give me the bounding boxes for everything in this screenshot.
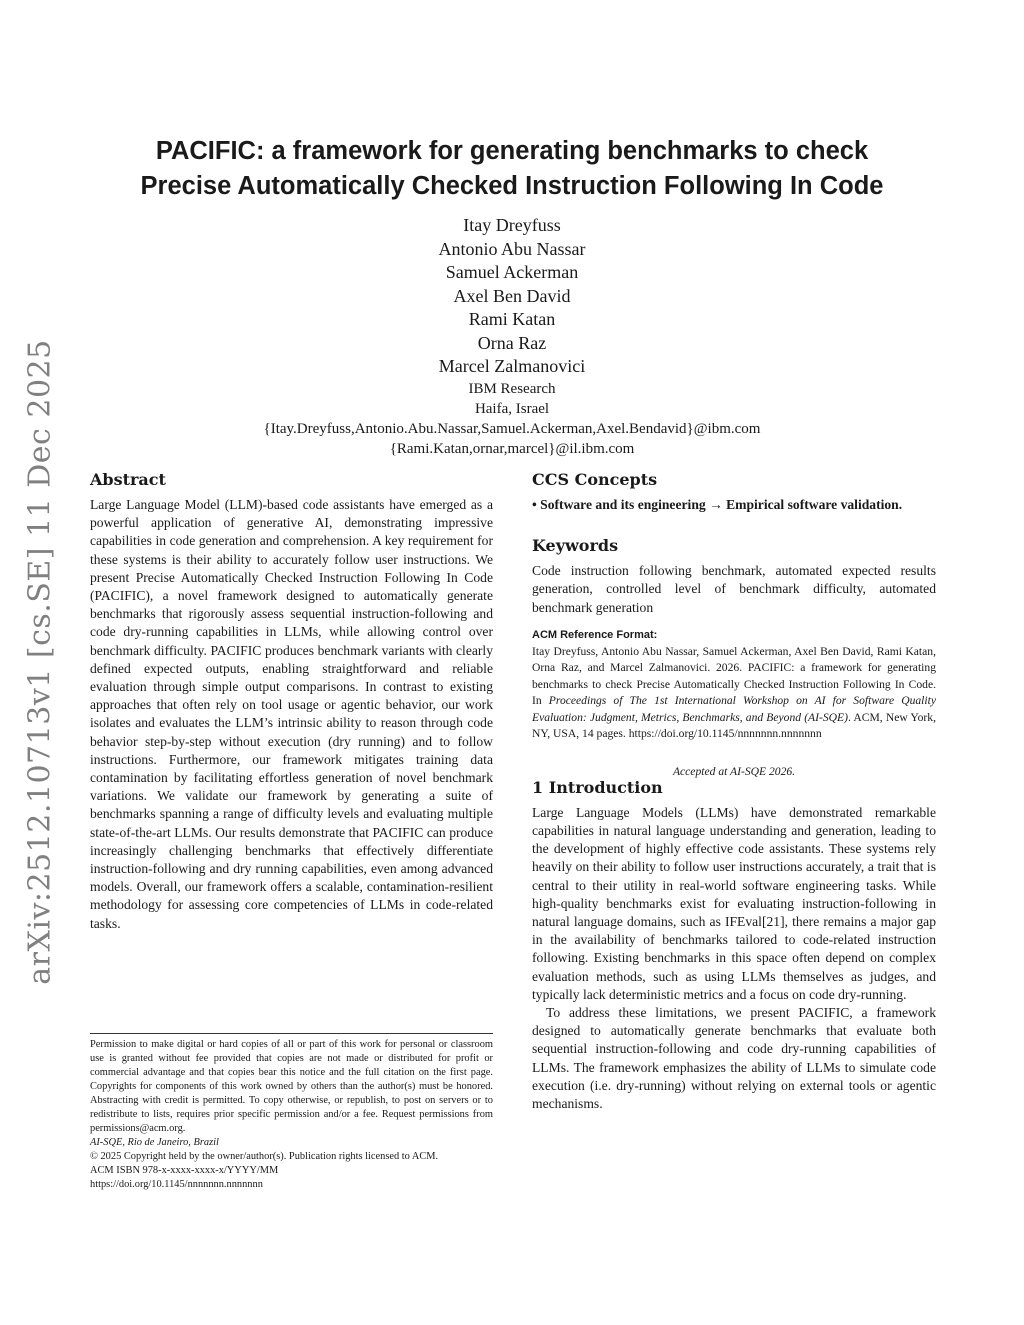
- acm-reference-authors-title: Itay Dreyfuss, Antonio Abu Nassar, Samuel Ackerman, Axel Ben David, Rami Katan, Orna Raz, and Marcel Zalmanovici. 2026. PACIFIC: a framework for generating benchmarks to check Precise Automatically Checked Instruction Following In Code. In: [532, 644, 936, 708]
- author-name: Marcel Zalmanovici: [438, 356, 586, 376]
- copyright-line: © 2025 Copyright held by the owner/author(s). Publication rights licensed to ACM.: [90, 1151, 439, 1162]
- acm-reference-text: [532, 644, 936, 743]
- ccs-concepts-heading: CCS Concepts: [532, 470, 658, 489]
- venue-line: AI-SQE, Rio de Janeiro, Brazil: [90, 1137, 219, 1148]
- title-line-2: Precise Automatically Checked Instruction Following In Code: [140, 172, 884, 200]
- author-name: Samuel Ackerman: [445, 262, 579, 282]
- permission-notice: Permission to make digital or hard copies of all or part of this work for personal or classroom use is granted without fee provided that copies are not made or distributed for profit or commercial advantage and that copies bear this notice and the full citation on the first page. Copyrights for components of this work owned by others than the author(s) must be honored. Abstracting with credit is permitted. To copy otherwise, or republish, to post on servers or to redistribute to lists, requires prior specific permission and/or a fee. Request permissions from permissions@acm.org.: [90, 1039, 493, 1134]
- introduction-heading: 1 Introduction: [532, 777, 663, 797]
- paper-title: [90, 134, 934, 204]
- introduction-paragraph-2: To address these limitations, we present PACIFIC, a framework designed to automatically generate benchmarks that evaluate both sequential instruction-following and code dry-running capabilities of LLMs. The framework emphasizes the ability of LLMs to simulate code execution (i.e. dry-running) without relying on external tools or agentic mechanisms.: [532, 1005, 936, 1112]
- accepted-note: Accepted at AI-SQE 2026.: [672, 764, 796, 778]
- acm-reference-publisher: . ACM, New York, NY, USA, 14 pages. https://doi.org/10.1145/nnnnnnn.nnnnnnn: [532, 710, 936, 741]
- ccs-concepts-text: • Software and its engineering → Empirical software validation.: [532, 497, 903, 512]
- author-emails-ibm: {Itay.Dreyfuss,Antonio.Abu.Nassar,Samuel.Ackerman,Axel.Bendavid}@ibm.com: [263, 420, 761, 437]
- author-name: Axel Ben David: [453, 285, 571, 306]
- title-line-1: PACIFIC: a framework for generating benchmarks to check: [155, 137, 869, 165]
- author-name: Orna Raz: [477, 332, 547, 353]
- acm-reference-heading: ACM Reference Format:: [532, 628, 658, 641]
- isbn-line: ACM ISBN 978-x-xxxx-xxxx-x/YYYY/MM: [90, 1165, 279, 1176]
- arxiv-identifier-stamp: arXiv:2512.10713v1 [cs.SE] 11 Dec 2025: [22, 339, 58, 985]
- author-name: Itay Dreyfuss: [463, 215, 561, 235]
- author-emails-il-ibm: {Rami.Katan,ornar,marcel}@il.ibm.com: [389, 440, 635, 457]
- right-column: [532, 470, 936, 1113]
- keywords-heading: Keywords: [532, 536, 619, 556]
- keywords-text: Code instruction following benchmark, automated expected results generation, controlled level of benchmark difficulty, automated benchmark generation: [532, 563, 936, 615]
- author-name: Antonio Abu Nassar: [438, 238, 586, 259]
- left-column: [90, 470, 493, 933]
- permission-footnote: [90, 1033, 493, 1192]
- author-block: [90, 214, 934, 459]
- introduction-paragraph-1: Large Language Models (LLMs) have demonstrated remarkable capabilities in natural language understanding and generation, leading to the development of highly effective code assistants. These systems rely heavily on their ability to follow user instructions accurately, a trait that is central to their utility in real-world software engineering tasks. While high-quality benchmarks exist for evaluating instruction-following in natural language domains, such as IFEval[21], there remains a major gap in the availability of benchmarks tailored to code-related instruction following. Existing benchmarks in this space often depend on complex evaluation methods, such as using LLMs themselves as judges, and typically lack deterministic metrics and a focus on code dry-running.: [532, 804, 936, 1002]
- abstract-heading: Abstract: [90, 470, 166, 489]
- abstract-text: Large Language Model (LLM)-based code assistants have emerged as a powerful application of generative AI, demonstrating impressive capabilities in code generation and comprehension. A key requirement for these systems is their ability to accurately follow user instructions. We present Precise Automatically Checked Instruction Following In Code (PACIFIC), a novel framework designed to automatically generate benchmarks that rigorously assess sequential instruction-following and code dry-running capabilities in LLMs, while allowing control over benchmark difficulty. PACIFIC produces benchmark variants with clearly defined expected outputs, enabling straightforward and reliable evaluation through simple output comparisons. In contrast to existing approaches that often rely on tool usage or agentic behavior, our work isolates and evaluates the LLM’s intrinsic ability to reason through code behavior step-by-step without execution (dry running) and to follow instructions. Furthermore, our framework mitigates training data contamination by facilitating effortless generation of novel benchmark variations. We validate our framework by generating a suite of benchmarks spanning a range of difficulty levels and evaluating multiple state-of-the-art LLMs. Our results demonstrate that PACIFIC can produce increasingly challenging benchmarks that effectively differentiate instruction-following and dry running capabilities, even among advanced models. Overall, our framework offers a scalable, contamination-resilient methodology for assessing core competencies of LLMs in code-related tasks.: [90, 497, 493, 931]
- author-name: Rami Katan: [468, 309, 556, 329]
- affiliation-location: Haifa, Israel: [474, 400, 550, 417]
- doi-link[interactable]: https://doi.org/10.1145/nnnnnnn.nnnnnnn: [90, 1179, 263, 1190]
- affiliation-org: IBM Research: [468, 380, 556, 397]
- acm-reference-proceedings: Proceedings of The 1st International Workshop on AI for Software Quality Evaluation: Judgment, Metrics, Benchmarks, and Beyond (AI-SQE): [532, 694, 936, 724]
